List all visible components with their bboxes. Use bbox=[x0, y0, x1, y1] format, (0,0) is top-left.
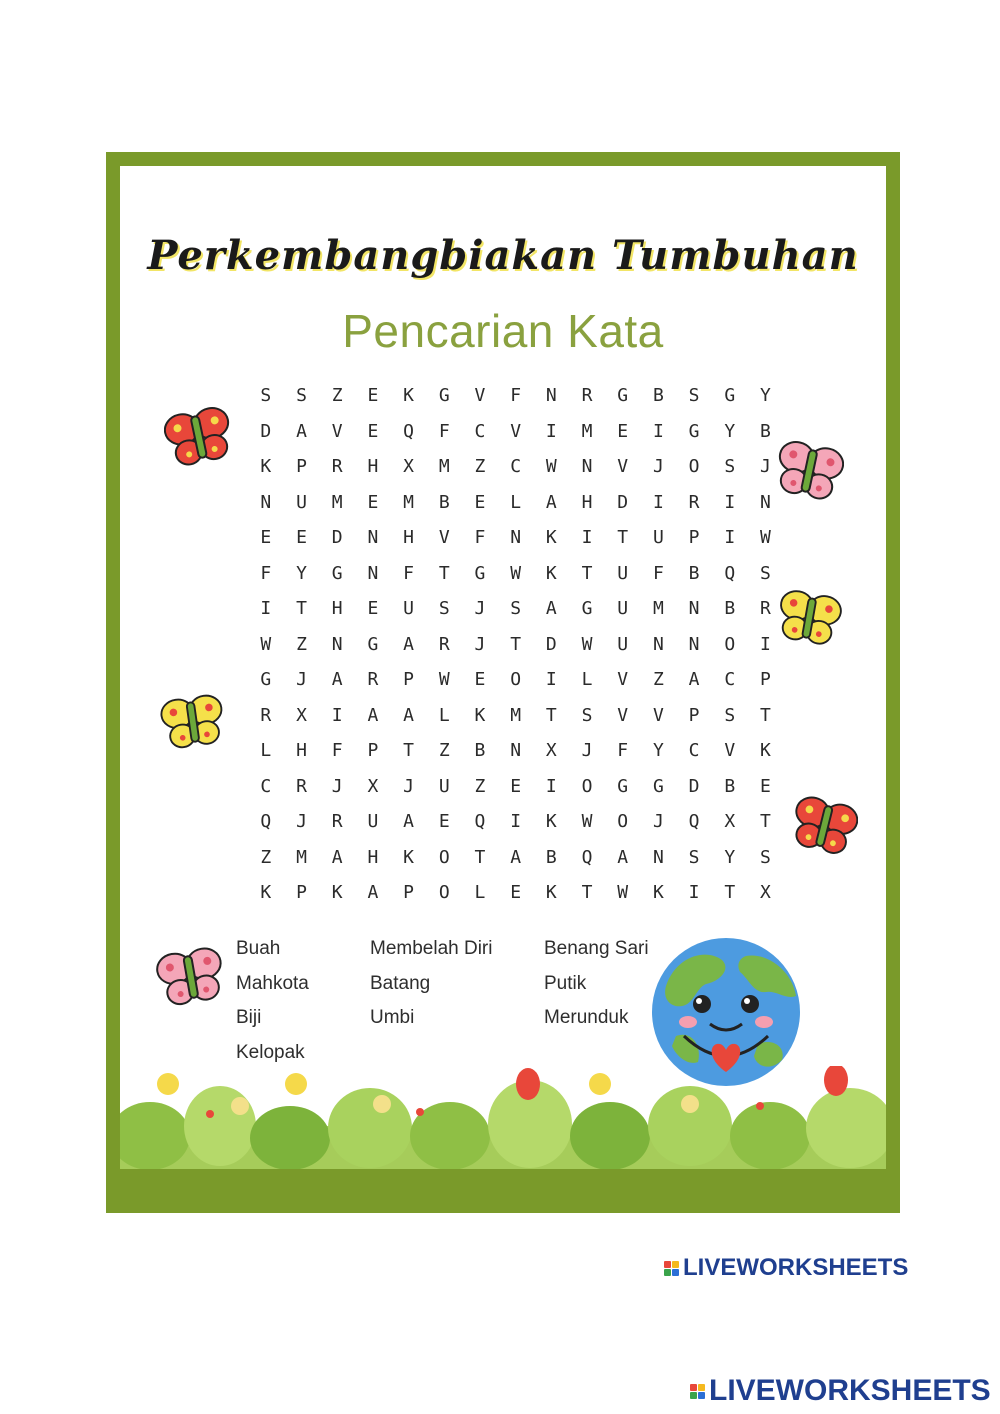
grid-letter-cell[interactable]: Y bbox=[760, 385, 771, 406]
grid-letter-cell[interactable]: K bbox=[760, 740, 771, 761]
bottom-green-band bbox=[106, 1169, 900, 1213]
grid-letter-cell[interactable]: N bbox=[260, 491, 272, 513]
grid-letter-cell[interactable]: X bbox=[296, 704, 307, 726]
worksheet-page bbox=[120, 166, 886, 1169]
grid-letter-cell[interactable]: W bbox=[581, 811, 593, 832]
grid-letter-cell[interactable]: G bbox=[331, 562, 343, 584]
word-list-item[interactable]: Buah bbox=[236, 938, 281, 959]
grid-letter-cell[interactable]: J bbox=[296, 811, 307, 832]
grid-letter-cell[interactable]: S bbox=[724, 704, 736, 726]
grid-letter-cell[interactable]: Q bbox=[403, 420, 415, 442]
grid-letter-cell[interactable]: N bbox=[688, 633, 700, 655]
yellow-butterfly-icon bbox=[776, 588, 842, 650]
grid-letter-cell[interactable]: J bbox=[474, 633, 486, 655]
grid-letter-cell[interactable]: X bbox=[545, 740, 557, 761]
grid-row bbox=[248, 804, 783, 840]
grid-letter-cell[interactable]: B bbox=[438, 491, 450, 513]
grid-letter-cell[interactable]: K bbox=[545, 562, 557, 584]
grid-letter-cell[interactable]: K bbox=[403, 846, 415, 868]
grid-letter-cell[interactable]: F bbox=[652, 562, 664, 584]
grid-letter-cell[interactable]: A bbox=[367, 882, 379, 903]
grid-letter-cell[interactable]: O bbox=[724, 633, 736, 655]
grid-letter-cell[interactable]: J bbox=[652, 456, 664, 477]
grid-letter-cell[interactable]: J bbox=[474, 598, 486, 619]
grid-letter-cell[interactable]: K bbox=[545, 882, 557, 903]
grid-row bbox=[248, 414, 783, 450]
grid-letter-cell[interactable]: K bbox=[260, 456, 272, 477]
grid-letter-cell[interactable]: O bbox=[510, 669, 522, 690]
grid-row bbox=[248, 840, 783, 876]
grid-letter-cell[interactable]: R bbox=[296, 775, 307, 797]
grid-letter-cell[interactable]: L bbox=[581, 669, 593, 690]
grid-letter-cell[interactable]: H bbox=[403, 527, 415, 548]
grid-letter-cell[interactable]: Y bbox=[296, 562, 307, 584]
grid-letter-cell[interactable]: G bbox=[688, 420, 700, 442]
grid-letter-cell[interactable]: Q bbox=[581, 846, 593, 868]
grid-letter-cell[interactable]: C bbox=[510, 456, 522, 477]
grid-letter-cell[interactable]: B bbox=[688, 562, 700, 584]
liveworksheets-logo-icon bbox=[690, 1384, 705, 1399]
grid-letter-cell[interactable]: T bbox=[760, 811, 771, 832]
grid-letter-cell[interactable]: G bbox=[260, 669, 272, 690]
grid-letter-cell[interactable]: K bbox=[331, 882, 343, 903]
grid-letter-cell[interactable]: E bbox=[474, 669, 486, 690]
grid-letter-cell[interactable]: J bbox=[403, 775, 415, 797]
grid-letter-cell[interactable]: A bbox=[331, 846, 343, 868]
grid-letter-cell[interactable]: D bbox=[331, 527, 343, 548]
grid-letter-cell[interactable]: E bbox=[367, 598, 379, 619]
grid-letter-cell[interactable]: N bbox=[367, 562, 379, 584]
grid-letter-cell[interactable]: J bbox=[331, 775, 343, 797]
grid-letter-cell[interactable]: T bbox=[510, 633, 522, 655]
word-list-item[interactable]: Kelopak bbox=[236, 1041, 305, 1063]
grid-letter-cell[interactable]: F bbox=[474, 527, 486, 548]
grid-letter-cell[interactable]: Z bbox=[474, 775, 486, 797]
grid-letter-cell[interactable]: B bbox=[724, 598, 736, 619]
grid-letter-cell[interactable]: Q bbox=[724, 562, 736, 584]
grid-letter-cell[interactable]: R bbox=[760, 598, 771, 619]
worksheet-subtitle: Pencarian Kata bbox=[342, 305, 664, 357]
grid-letter-cell[interactable]: V bbox=[617, 669, 629, 690]
grid-letter-cell[interactable]: L bbox=[510, 491, 522, 513]
grid-letter-cell[interactable]: U bbox=[367, 811, 379, 832]
grid-letter-cell[interactable]: N bbox=[545, 385, 557, 406]
grid-letter-cell[interactable]: E bbox=[260, 527, 272, 548]
grid-letter-cell[interactable]: V bbox=[652, 704, 664, 726]
word-list-item[interactable]: Putik bbox=[544, 972, 587, 994]
grid-letter-cell[interactable]: U bbox=[617, 598, 629, 619]
grid-row bbox=[248, 627, 783, 663]
plant-border-decoration bbox=[120, 1066, 886, 1169]
grid-letter-cell[interactable]: R bbox=[260, 704, 272, 726]
grid-letter-cell[interactable]: X bbox=[367, 775, 379, 797]
grid-letter-cell[interactable]: G bbox=[367, 633, 379, 655]
grid-row bbox=[248, 698, 783, 734]
word-list-item[interactable]: Umbi bbox=[370, 1007, 415, 1028]
grid-letter-cell[interactable]: I bbox=[652, 420, 664, 442]
grid-letter-cell[interactable]: I bbox=[545, 669, 557, 690]
grid-letter-cell[interactable]: M bbox=[296, 846, 307, 868]
grid-letter-cell[interactable]: F bbox=[403, 562, 415, 584]
grid-letter-cell[interactable]: B bbox=[474, 740, 486, 761]
grid-letter-cell[interactable]: I bbox=[688, 882, 700, 903]
grid-letter-cell[interactable]: P bbox=[688, 527, 700, 548]
grid-letter-cell[interactable]: H bbox=[367, 456, 379, 477]
grid-letter-cell[interactable]: K bbox=[403, 385, 415, 406]
grid-letter-cell[interactable]: O bbox=[617, 811, 629, 832]
grid-letter-cell[interactable]: I bbox=[510, 811, 522, 832]
grid-letter-cell[interactable]: I bbox=[760, 633, 771, 655]
grid-letter-cell[interactable]: T bbox=[296, 598, 307, 619]
grid-letter-cell[interactable]: J bbox=[652, 811, 664, 832]
grid-letter-cell[interactable]: R bbox=[331, 811, 343, 832]
grid-letter-cell[interactable]: B bbox=[760, 420, 771, 442]
grid-letter-cell[interactable]: F bbox=[510, 385, 522, 406]
grid-letter-cell[interactable]: Q bbox=[474, 811, 486, 832]
grid-letter-cell[interactable]: P bbox=[296, 456, 307, 477]
grid-letter-cell[interactable]: E bbox=[510, 882, 522, 903]
liveworksheets-logo-text: LIVEWORKSHEETS bbox=[683, 1254, 909, 1281]
grid-letter-cell[interactable]: Z bbox=[296, 633, 307, 655]
grid-letter-cell[interactable]: C bbox=[724, 669, 736, 690]
grid-letter-cell[interactable]: E bbox=[367, 491, 379, 513]
grid-letter-cell[interactable]: A bbox=[367, 704, 379, 726]
grid-letter-cell[interactable]: I bbox=[724, 491, 736, 513]
grid-letter-cell[interactable]: R bbox=[438, 633, 450, 655]
grid-letter-cell[interactable]: E bbox=[510, 775, 522, 797]
grid-letter-cell[interactable]: M bbox=[510, 704, 522, 726]
grid-letter-cell[interactable]: E bbox=[474, 491, 486, 513]
grid-letter-cell[interactable]: U bbox=[438, 775, 450, 797]
grid-letter-cell[interactable]: P bbox=[688, 704, 700, 726]
grid-letter-cell[interactable]: G bbox=[617, 775, 629, 797]
grid-letter-cell[interactable]: Z bbox=[652, 669, 664, 690]
grid-letter-cell[interactable]: U bbox=[617, 633, 629, 655]
word-list-column-1 bbox=[236, 932, 309, 1070]
yellow-butterfly-icon bbox=[160, 692, 226, 754]
grid-letter-cell[interactable]: O bbox=[581, 775, 593, 797]
grid-row bbox=[248, 449, 783, 485]
grid-letter-cell[interactable]: S bbox=[260, 385, 272, 406]
grid-letter-cell[interactable]: H bbox=[296, 740, 307, 761]
grid-letter-cell[interactable]: H bbox=[367, 846, 379, 868]
grid-letter-cell[interactable]: N bbox=[652, 846, 664, 868]
grid-letter-cell[interactable]: I bbox=[545, 775, 557, 797]
grid-letter-cell[interactable]: H bbox=[331, 598, 343, 619]
liveworksheets-logo-icon bbox=[664, 1261, 679, 1276]
grid-letter-cell[interactable]: G bbox=[474, 562, 486, 584]
grid-letter-cell[interactable]: J bbox=[296, 669, 307, 690]
grid-letter-cell[interactable]: E bbox=[367, 385, 379, 406]
grid-letter-cell[interactable]: E bbox=[367, 420, 379, 442]
grid-letter-cell[interactable]: A bbox=[403, 704, 415, 726]
grid-letter-cell[interactable]: K bbox=[652, 882, 664, 903]
grid-letter-cell[interactable]: U bbox=[296, 491, 307, 513]
grid-letter-cell[interactable]: F bbox=[260, 562, 272, 584]
grid-letter-cell[interactable]: I bbox=[724, 527, 736, 548]
liveworksheets-logo-text: LIVEWORKSHEETS bbox=[709, 1374, 991, 1407]
grid-letter-cell[interactable]: S bbox=[510, 598, 522, 619]
grid-row bbox=[248, 733, 783, 769]
grid-letter-cell[interactable]: F bbox=[438, 420, 450, 442]
grid-letter-cell[interactable]: D bbox=[545, 633, 557, 655]
grid-row bbox=[248, 875, 783, 911]
grid-letter-cell[interactable]: O bbox=[438, 846, 450, 868]
grid-letter-cell[interactable]: A bbox=[403, 811, 415, 832]
grid-letter-cell[interactable]: P bbox=[296, 882, 307, 903]
grid-letter-cell[interactable]: G bbox=[724, 385, 736, 406]
grid-letter-cell[interactable]: N bbox=[688, 598, 700, 619]
grid-letter-cell[interactable]: V bbox=[617, 704, 629, 726]
grid-letter-cell[interactable]: Y bbox=[652, 740, 664, 761]
grid-letter-cell[interactable]: V bbox=[724, 740, 736, 761]
grid-letter-cell[interactable]: K bbox=[260, 882, 272, 903]
grid-letter-cell[interactable]: S bbox=[688, 385, 700, 406]
grid-letter-cell[interactable]: Z bbox=[474, 456, 486, 477]
grid-letter-cell[interactable]: A bbox=[545, 598, 557, 619]
grid-letter-cell[interactable]: V bbox=[331, 420, 343, 442]
grid-letter-cell[interactable]: P bbox=[367, 740, 379, 761]
grid-letter-cell[interactable]: Z bbox=[438, 740, 450, 761]
grid-letter-cell[interactable]: W bbox=[260, 633, 272, 655]
grid-letter-cell[interactable]: R bbox=[331, 456, 343, 477]
grid-letter-cell[interactable]: Y bbox=[724, 420, 736, 442]
grid-letter-cell[interactable]: W bbox=[510, 562, 522, 584]
grid-letter-cell[interactable]: W bbox=[545, 456, 557, 477]
grid-letter-cell[interactable]: K bbox=[545, 527, 557, 548]
red-butterfly-icon bbox=[164, 406, 234, 470]
grid-row bbox=[248, 378, 783, 414]
grid-letter-cell[interactable]: J bbox=[760, 456, 771, 477]
liveworksheets-logo bbox=[664, 1254, 908, 1282]
grid-letter-cell[interactable]: I bbox=[260, 598, 272, 619]
pink-butterfly-icon bbox=[774, 440, 844, 504]
grid-letter-cell[interactable]: Z bbox=[260, 846, 272, 868]
grid-letter-cell[interactable]: T bbox=[474, 846, 486, 868]
word-list-item[interactable]: Biji bbox=[236, 1007, 262, 1028]
grid-letter-cell[interactable]: U bbox=[403, 598, 415, 619]
grid-letter-cell[interactable]: W bbox=[760, 527, 771, 548]
grid-letter-cell[interactable]: E bbox=[438, 811, 450, 832]
grid-letter-cell[interactable]: R bbox=[367, 669, 379, 690]
grid-letter-cell[interactable]: I bbox=[581, 527, 593, 548]
grid-letter-cell[interactable]: T bbox=[581, 882, 593, 903]
grid-letter-cell[interactable]: D bbox=[688, 775, 700, 797]
grid-letter-cell[interactable]: R bbox=[688, 491, 700, 513]
grid-letter-cell[interactable]: N bbox=[510, 740, 522, 761]
grid-letter-cell[interactable]: P bbox=[403, 669, 415, 690]
grid-letter-cell[interactable]: E bbox=[296, 527, 307, 548]
grid-letter-cell[interactable]: E bbox=[617, 420, 629, 442]
grid-letter-cell[interactable]: U bbox=[652, 527, 664, 548]
grid-letter-cell[interactable]: X bbox=[760, 882, 771, 903]
grid-letter-cell[interactable]: T bbox=[617, 527, 629, 548]
grid-letter-cell[interactable]: C bbox=[260, 775, 272, 797]
word-list-column-2 bbox=[370, 932, 492, 1036]
grid-letter-cell[interactable]: W bbox=[581, 633, 593, 655]
word-list-item[interactable]: Merunduk bbox=[544, 1007, 629, 1028]
grid-letter-cell[interactable]: W bbox=[438, 669, 450, 690]
grid-letter-cell[interactable]: T bbox=[724, 882, 736, 903]
grid-letter-cell[interactable]: Q bbox=[260, 811, 272, 832]
grid-letter-cell[interactable]: M bbox=[438, 456, 450, 477]
grid-letter-cell[interactable]: B bbox=[545, 846, 557, 868]
grid-letter-cell[interactable]: O bbox=[688, 456, 700, 477]
grid-letter-cell[interactable]: A bbox=[545, 491, 557, 513]
grid-letter-cell[interactable]: V bbox=[510, 420, 522, 442]
grid-letter-cell[interactable]: E bbox=[760, 775, 771, 797]
grid-letter-cell[interactable]: T bbox=[545, 704, 557, 726]
grid-letter-cell[interactable]: H bbox=[581, 491, 593, 513]
grid-letter-cell[interactable]: F bbox=[617, 740, 629, 761]
grid-letter-cell[interactable]: S bbox=[581, 704, 593, 726]
grid-letter-cell[interactable]: V bbox=[474, 385, 486, 406]
grid-letter-cell[interactable]: M bbox=[652, 598, 664, 619]
grid-letter-cell[interactable]: A bbox=[403, 633, 415, 655]
grid-letter-cell[interactable]: V bbox=[617, 456, 629, 477]
grid-letter-cell[interactable]: T bbox=[438, 562, 450, 584]
grid-letter-cell[interactable]: I bbox=[545, 420, 557, 442]
grid-letter-cell[interactable]: A bbox=[617, 846, 629, 868]
grid-letter-cell[interactable]: M bbox=[331, 491, 343, 513]
grid-row bbox=[248, 485, 783, 521]
grid-letter-cell[interactable]: B bbox=[724, 775, 736, 797]
grid-letter-cell[interactable]: G bbox=[581, 598, 593, 619]
grid-letter-cell[interactable]: N bbox=[760, 491, 771, 513]
word-list-item[interactable]: Membelah Diri bbox=[370, 938, 493, 959]
liveworksheets-logo bbox=[690, 1374, 991, 1408]
grid-letter-cell[interactable]: P bbox=[403, 882, 415, 903]
grid-letter-cell[interactable]: Q bbox=[688, 811, 700, 832]
grid-letter-cell[interactable]: L bbox=[438, 704, 450, 726]
grid-row bbox=[248, 591, 783, 627]
word-list-item[interactable]: Benang Sari bbox=[544, 938, 649, 959]
grid-letter-cell[interactable]: D bbox=[617, 491, 629, 513]
grid-letter-cell[interactable]: N bbox=[331, 633, 343, 655]
grid-letter-cell[interactable]: S bbox=[760, 846, 771, 868]
grid-letter-cell[interactable]: Y bbox=[724, 846, 736, 868]
grid-letter-cell[interactable]: S bbox=[724, 456, 736, 477]
grid-letter-cell[interactable]: I bbox=[331, 704, 343, 726]
grid-letter-cell[interactable]: R bbox=[581, 385, 593, 406]
grid-letter-cell[interactable]: A bbox=[331, 669, 343, 690]
grid-letter-cell[interactable]: G bbox=[652, 775, 664, 797]
grid-letter-cell[interactable]: A bbox=[688, 669, 700, 690]
grid-letter-cell[interactable]: I bbox=[652, 491, 664, 513]
grid-letter-cell[interactable]: K bbox=[545, 811, 557, 832]
grid-letter-cell[interactable]: X bbox=[724, 811, 736, 832]
grid-letter-cell[interactable]: S bbox=[438, 598, 450, 619]
grid-letter-cell[interactable]: O bbox=[438, 882, 450, 903]
grid-letter-cell[interactable]: M bbox=[403, 491, 415, 513]
grid-letter-cell[interactable]: S bbox=[296, 385, 307, 406]
grid-letter-cell[interactable]: G bbox=[617, 385, 629, 406]
grid-row bbox=[248, 520, 783, 556]
grid-letter-cell[interactable]: A bbox=[510, 846, 522, 868]
grid-row bbox=[248, 556, 783, 592]
grid-letter-cell[interactable]: V bbox=[438, 527, 450, 548]
grid-letter-cell[interactable]: C bbox=[474, 420, 486, 442]
grid-letter-cell[interactable]: A bbox=[296, 420, 307, 442]
grid-letter-cell[interactable]: T bbox=[403, 740, 415, 761]
grid-letter-cell[interactable]: B bbox=[652, 385, 664, 406]
grid-letter-cell[interactable]: N bbox=[652, 633, 664, 655]
grid-letter-cell[interactable]: M bbox=[581, 420, 593, 442]
grid-letter-cell[interactable]: J bbox=[581, 740, 593, 761]
worksheet-frame bbox=[106, 152, 900, 1213]
grid-letter-cell[interactable]: N bbox=[510, 527, 522, 548]
grid-letter-cell[interactable]: L bbox=[474, 882, 486, 903]
grid-letter-cell[interactable]: X bbox=[403, 456, 415, 477]
grid-row bbox=[248, 662, 783, 698]
grid-letter-cell[interactable]: S bbox=[760, 562, 771, 584]
grid-row bbox=[248, 769, 783, 805]
grid-letter-cell[interactable]: S bbox=[688, 846, 700, 868]
word-list-item[interactable]: Batang bbox=[370, 972, 431, 994]
grid-letter-cell[interactable]: D bbox=[260, 420, 272, 442]
grid-letter-cell[interactable]: L bbox=[260, 740, 272, 761]
grid-letter-cell[interactable]: P bbox=[760, 669, 771, 690]
grid-letter-cell[interactable]: N bbox=[581, 456, 593, 477]
grid-letter-cell[interactable]: N bbox=[367, 527, 379, 548]
pink-butterfly-icon bbox=[156, 946, 226, 1010]
grid-letter-cell[interactable]: C bbox=[688, 740, 700, 761]
grid-letter-cell[interactable]: T bbox=[581, 562, 593, 584]
grid-letter-cell[interactable]: W bbox=[617, 882, 629, 903]
word-search-grid[interactable] bbox=[248, 378, 783, 911]
grid-letter-cell[interactable]: F bbox=[331, 740, 343, 761]
red-butterfly-icon bbox=[790, 796, 858, 858]
grid-letter-cell[interactable]: T bbox=[760, 704, 771, 726]
grid-letter-cell[interactable]: K bbox=[474, 704, 486, 726]
grid-letter-cell[interactable]: Z bbox=[331, 385, 343, 406]
word-list-column-3 bbox=[544, 932, 649, 1036]
grid-letter-cell[interactable]: U bbox=[617, 562, 629, 584]
worksheet-title: Perkembangbiakan Tumbuhan bbox=[147, 232, 859, 279]
word-list-item[interactable]: Mahkota bbox=[236, 972, 309, 994]
grid-letter-cell[interactable]: G bbox=[438, 385, 450, 406]
